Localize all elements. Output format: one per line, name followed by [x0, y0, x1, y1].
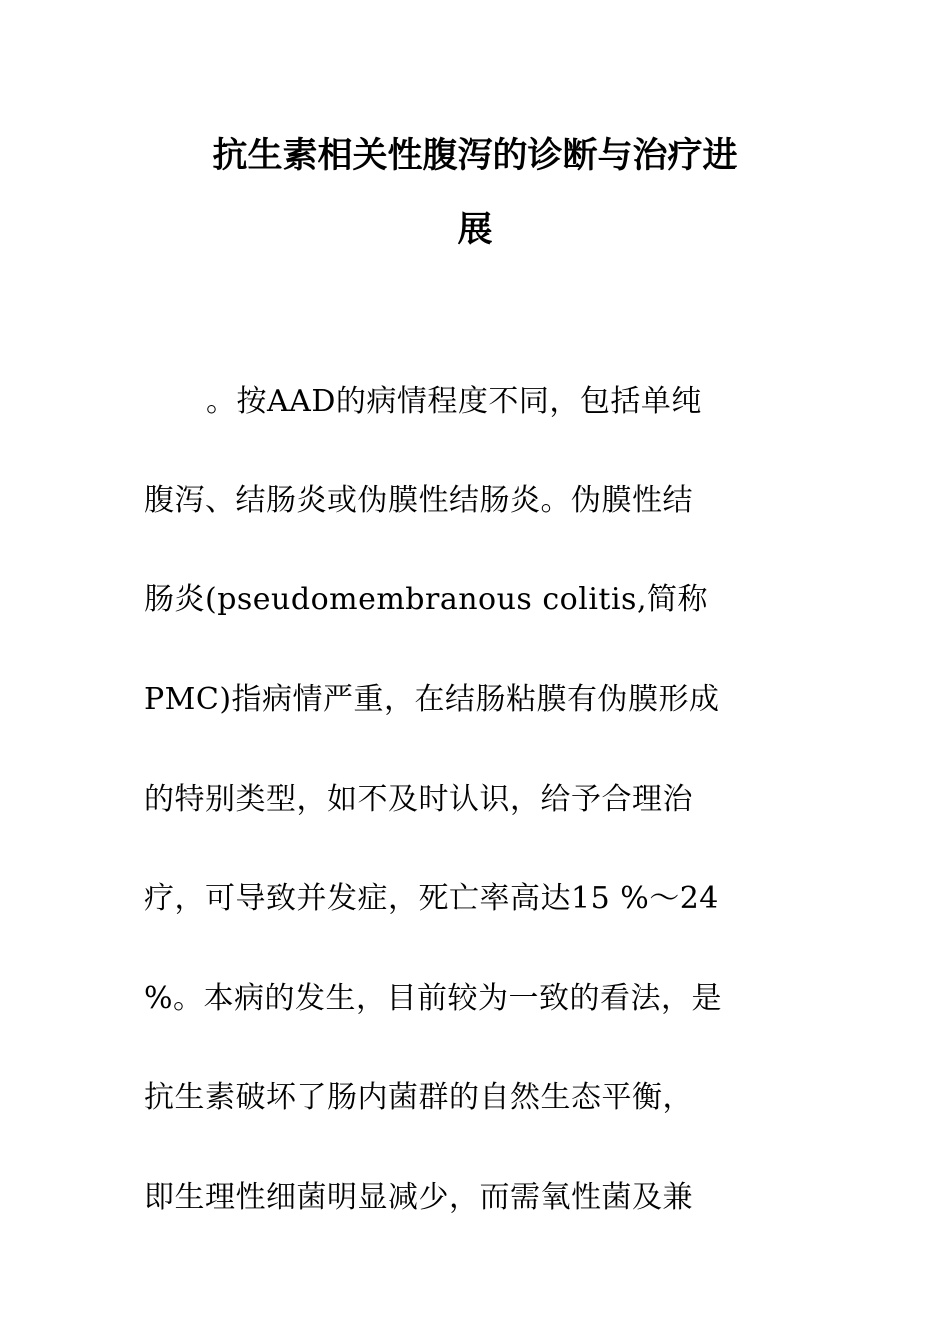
document-title-line-1: 抗生素相关性腹泻的诊断与治疗进 [212, 135, 738, 176]
paragraph-line: 的特别类型，如不及时认识，给予合理治 [144, 782, 693, 817]
paragraph-line: 。按AAD的病情程度不同，包括单纯 [206, 384, 702, 419]
paragraph-line: %。本病的发生，目前较为一致的看法，是 [144, 981, 723, 1016]
document-title-line-2: 展 [457, 209, 493, 250]
paragraph-line: 腹泻、结肠炎或伪膜性结肠炎。伪膜性结 [144, 483, 693, 518]
paragraph-line: PMC)指病情严重，在结肠粘膜有伪膜形成 [144, 682, 720, 717]
paragraph-line: 肠炎(pseudomembranous colitis,简称 [144, 582, 708, 617]
paragraph-line: 即生理性细菌明显减少，而需氧性菌及兼 [144, 1180, 693, 1215]
paragraph-line: 抗生素破坏了肠内菌群的自然生态平衡， [144, 1080, 693, 1115]
paragraph-line: 疗，可导致并发症，死亡率高达15 %～24 [144, 881, 719, 916]
